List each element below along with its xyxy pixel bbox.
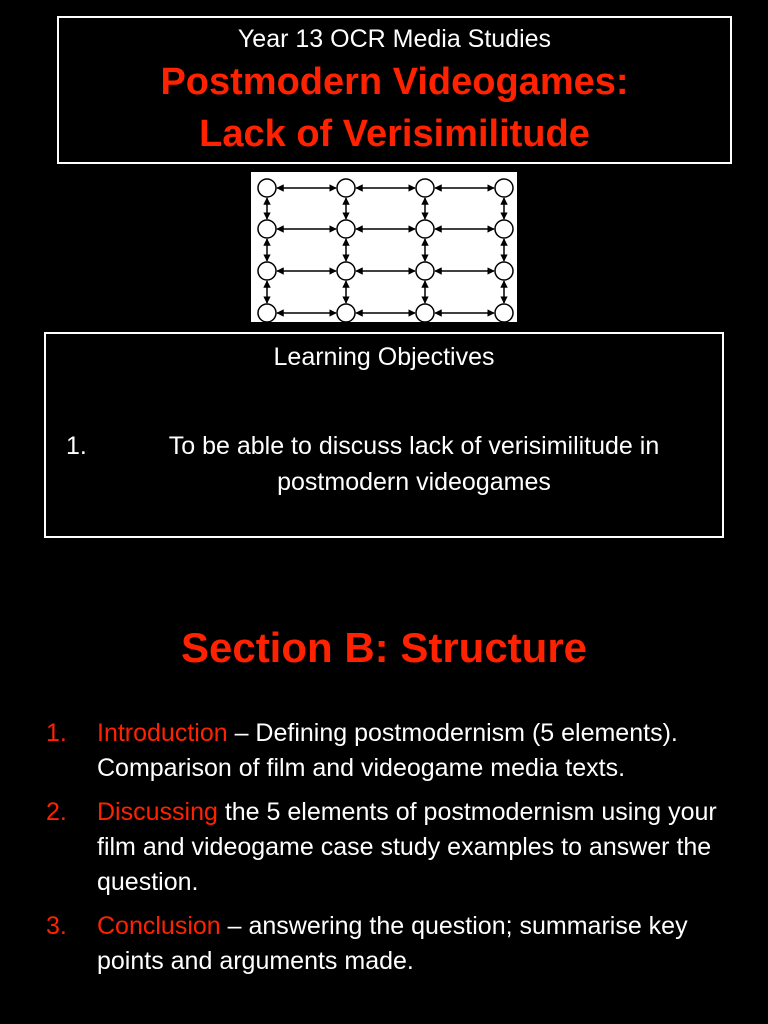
objective-item (66, 428, 712, 500)
grid-node (416, 262, 434, 280)
grid-node (337, 262, 355, 280)
learning-objectives-box (44, 332, 724, 538)
structure-keyword: Discussing (97, 798, 218, 826)
structure-text: – answering the question; summarise key points and arguments made. (97, 912, 688, 975)
grid-node (416, 179, 434, 197)
grid-node (495, 262, 513, 280)
structure-keyword: Conclusion (97, 912, 221, 940)
structure-text: the 5 elements of postmodernism using your film and videogame case study examples to answer the question. (97, 798, 717, 896)
grid-node (495, 304, 513, 322)
structure-item-conclusion (46, 909, 746, 979)
grid-node (258, 304, 276, 322)
grid-node (337, 220, 355, 238)
grid-node (416, 304, 434, 322)
grid-node (258, 262, 276, 280)
structure-item-discussing (46, 795, 746, 900)
objective-number: 1. (66, 432, 87, 460)
grid-node (337, 179, 355, 197)
page-title-line-2: Lack of Verisimilitude (199, 113, 590, 155)
structure-text: – Defining postmodernism (5 elements). Comparison of film and videogame media texts. (97, 719, 678, 782)
structure-number: 3. (46, 912, 67, 940)
structure-item-introduction (46, 716, 746, 786)
objectives-heading: Learning Objectives (273, 343, 495, 371)
section-title: Section B: Structure (180, 624, 588, 671)
page-title-line-1: Postmodern Videogames: (160, 61, 629, 103)
structure-keyword: Introduction (97, 719, 228, 747)
objective-text: To be able to discuss lack of verisimilitude in postmodern videogames (168, 432, 660, 496)
structure-number: 2. (46, 798, 67, 826)
grid-node (258, 220, 276, 238)
grid-node (495, 220, 513, 238)
grid-node (258, 179, 276, 197)
structure-number: 1. (46, 719, 67, 747)
structure-list (46, 716, 746, 988)
grid-node (495, 179, 513, 197)
grid-node (337, 304, 355, 322)
page-title (59, 56, 730, 160)
title-box (57, 16, 732, 164)
node-grid-diagram (251, 172, 517, 322)
course-label: Year 13 OCR Media Studies (237, 25, 552, 53)
grid-node (416, 220, 434, 238)
node-grid-icon (251, 172, 517, 322)
